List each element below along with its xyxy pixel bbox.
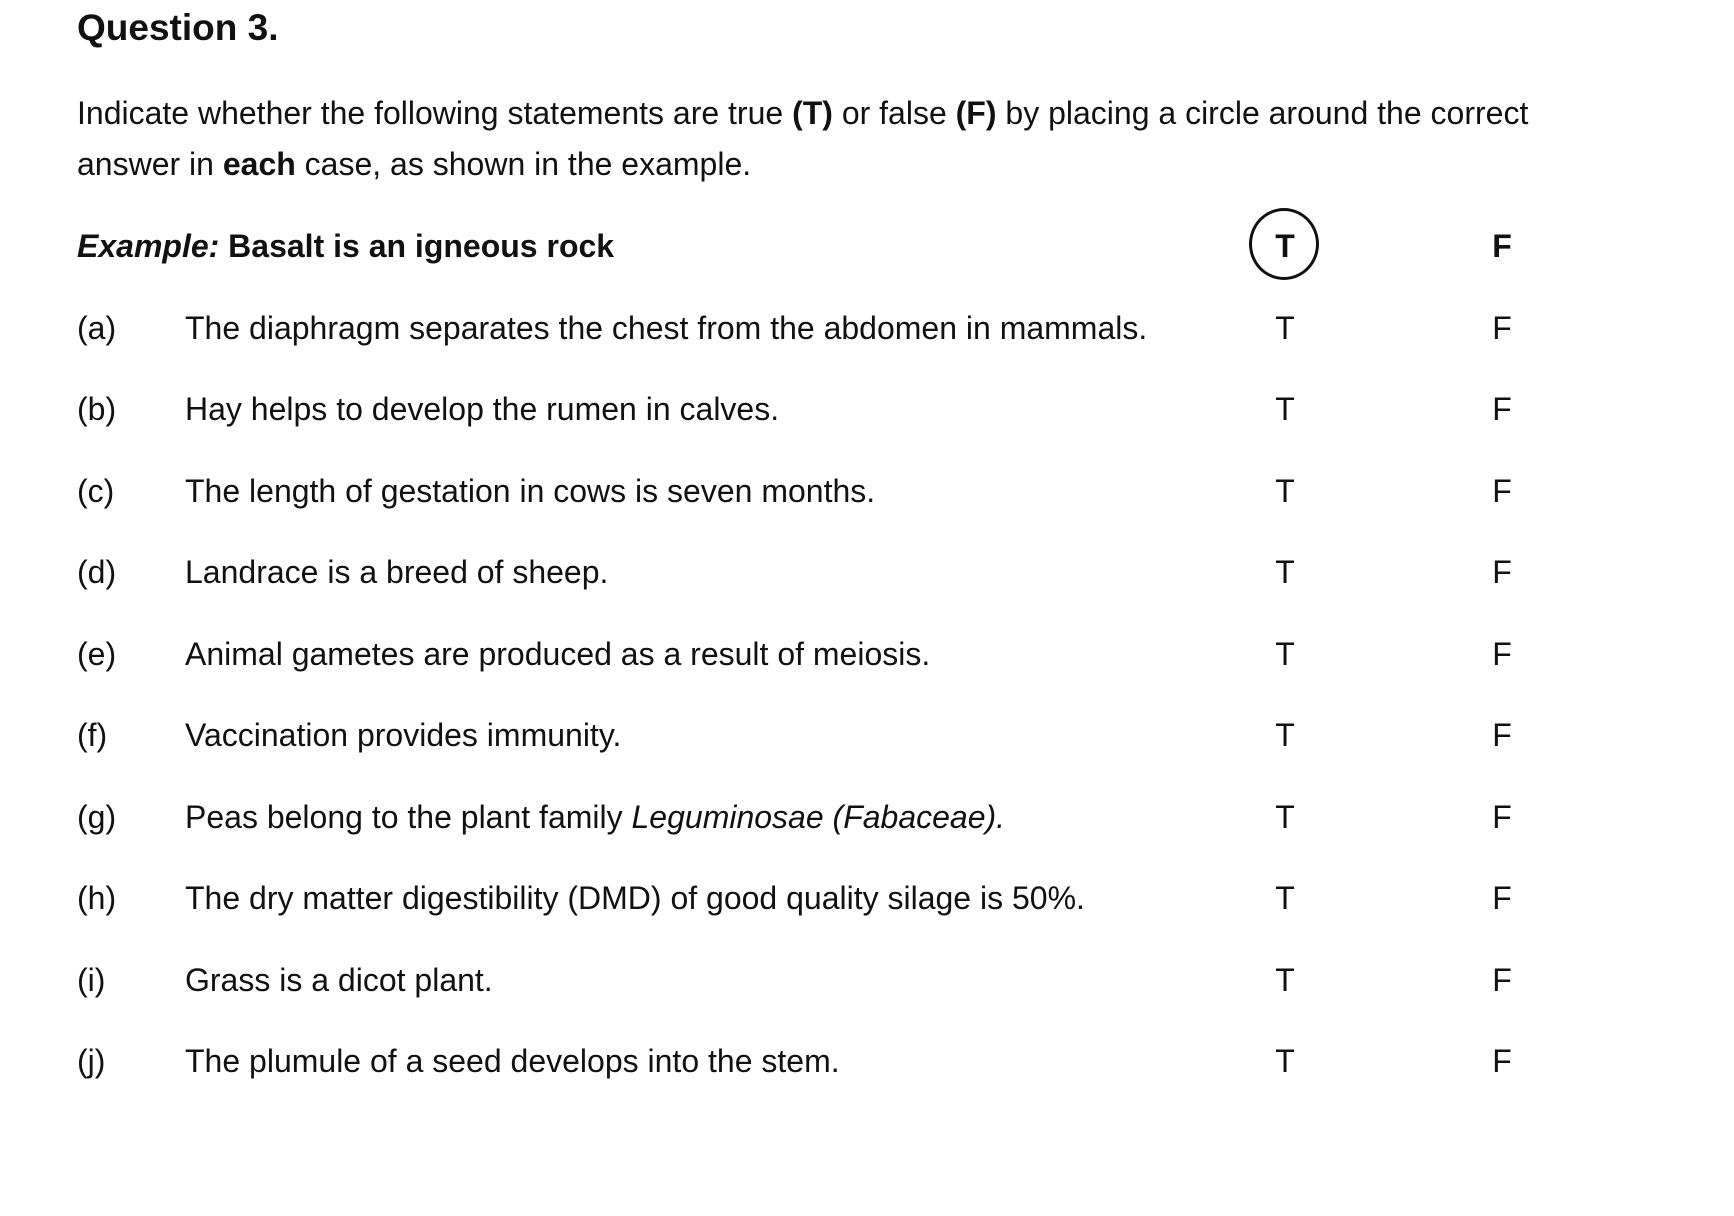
true-marker: (T)	[792, 95, 833, 131]
false-option[interactable]: F	[1492, 554, 1512, 590]
true-option[interactable]: T	[1275, 799, 1295, 835]
example-row	[0, 216, 1734, 276]
item-label: (i)	[77, 962, 106, 998]
statement-row-j	[0, 1031, 1734, 1091]
false-option[interactable]: F	[1492, 1043, 1512, 1079]
item-label: (e)	[77, 636, 117, 672]
item-statement: Grass is a dicot plant.	[185, 962, 493, 998]
statement-row-d	[0, 542, 1734, 602]
instructions-emphasis: each	[222, 146, 296, 182]
example-true-option: T	[1275, 228, 1295, 264]
item-label: (c)	[77, 473, 115, 509]
item-label: (h)	[77, 880, 117, 916]
statement-row-c	[0, 461, 1734, 521]
true-option[interactable]: T	[1275, 636, 1295, 672]
false-option[interactable]: F	[1492, 962, 1512, 998]
item-statement	[185, 787, 1005, 847]
statement-row-e	[0, 624, 1734, 684]
false-option[interactable]: F	[1492, 717, 1512, 753]
item-statement: Vaccination provides immunity.	[185, 717, 622, 753]
example-prefix: Example:	[77, 228, 220, 264]
true-option[interactable]: T	[1275, 310, 1295, 346]
true-option[interactable]: T	[1275, 1043, 1295, 1079]
false-option[interactable]: F	[1492, 391, 1512, 427]
false-option[interactable]: F	[1492, 310, 1512, 346]
item-label: (f)	[77, 717, 108, 753]
statement-row-b	[0, 379, 1734, 439]
true-option[interactable]: T	[1275, 962, 1295, 998]
question-instructions	[77, 88, 1637, 190]
instructions-part4: case, as shown in the example.	[295, 146, 752, 182]
false-option[interactable]: F	[1492, 799, 1512, 835]
true-option[interactable]: T	[1275, 554, 1295, 590]
example-statement	[77, 216, 614, 276]
instructions-part3: by placing a circle around the correct answer in	[77, 95, 1529, 182]
statement-row-h	[0, 868, 1734, 928]
item-label: (d)	[77, 554, 117, 590]
statement-plain: Peas belong to the plant family	[185, 799, 632, 835]
true-option[interactable]: T	[1275, 717, 1295, 753]
item-label: (a)	[77, 310, 117, 346]
statement-row-g	[0, 787, 1734, 847]
item-statement: Animal gametes are produced as a result of meiosis.	[185, 636, 931, 672]
false-option[interactable]: F	[1492, 473, 1512, 509]
false-option[interactable]: F	[1492, 880, 1512, 916]
statement-row-a	[0, 298, 1734, 358]
example-false-option: F	[1492, 228, 1512, 264]
true-option[interactable]: T	[1275, 473, 1295, 509]
question-title: Question 3.	[77, 7, 279, 48]
instructions-part2: or false	[832, 95, 956, 131]
item-label: (j)	[77, 1043, 106, 1079]
example-text: Basalt is an igneous rock	[219, 228, 615, 264]
false-option[interactable]: F	[1492, 636, 1512, 672]
item-statement: The diaphragm separates the chest from the abdomen in mammals.	[185, 310, 1148, 346]
item-statement: The dry matter digestibility (DMD) of good quality silage is 50%.	[185, 880, 1085, 916]
item-statement: The plumule of a seed develops into the stem.	[185, 1043, 840, 1079]
false-marker: (F)	[955, 95, 997, 131]
statement-row-i	[0, 950, 1734, 1010]
item-label: (g)	[77, 799, 117, 835]
statement-row-f	[0, 705, 1734, 765]
statement-italic: Leguminosae (Fabaceae).	[631, 799, 1006, 835]
true-option[interactable]: T	[1275, 391, 1295, 427]
item-statement: The length of gestation in cows is seven months.	[185, 473, 876, 509]
item-statement: Hay helps to develop the rumen in calves.	[185, 391, 780, 427]
true-option[interactable]: T	[1275, 880, 1295, 916]
instructions-part1: Indicate whether the following statements are true	[77, 95, 793, 131]
item-statement: Landrace is a breed of sheep.	[185, 554, 609, 590]
item-label: (b)	[77, 391, 117, 427]
